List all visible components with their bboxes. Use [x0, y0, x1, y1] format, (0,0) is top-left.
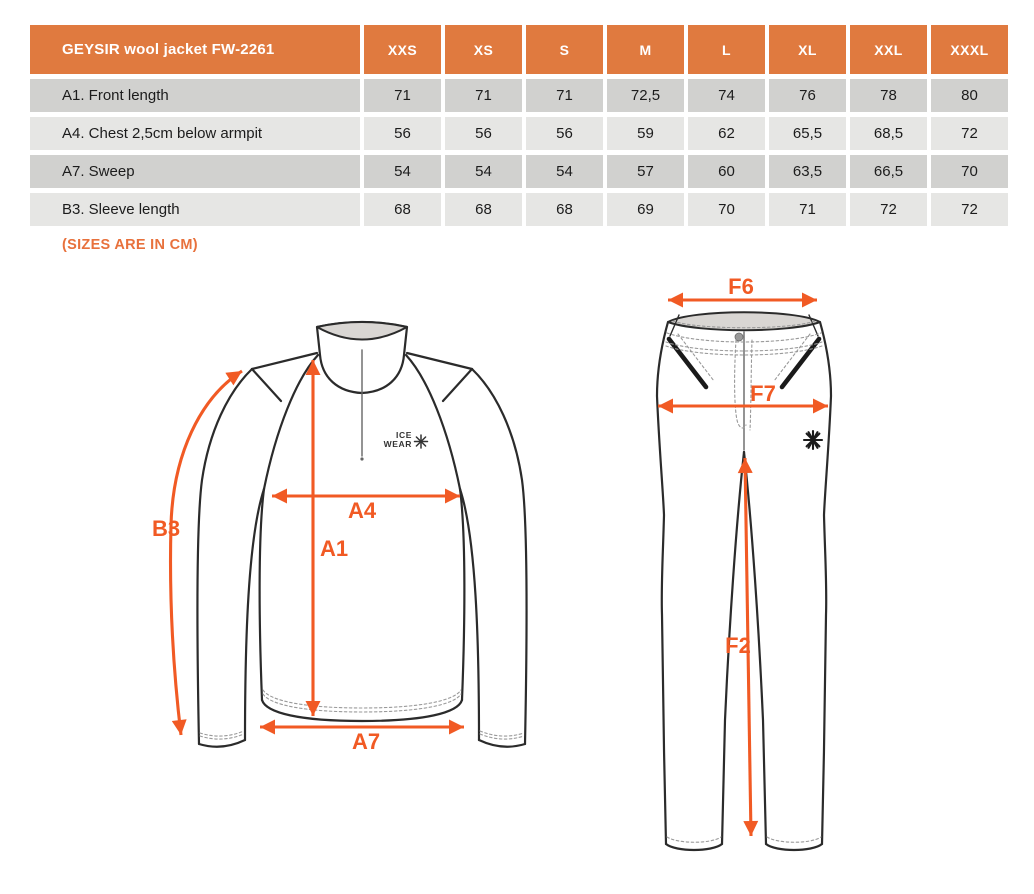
row-label: A1. Front length	[30, 79, 360, 112]
size-header-s: S	[526, 25, 603, 74]
jacket-zipper-pull	[360, 457, 363, 460]
size-header-xxs: XXS	[364, 25, 441, 74]
cell: 70	[931, 155, 1008, 188]
cell: 54	[526, 155, 603, 188]
measurement-diagrams	[0, 260, 1034, 889]
jacket-right-cuff	[479, 740, 525, 747]
cell: 56	[364, 117, 441, 150]
cell: 78	[850, 79, 927, 112]
jacket-left-raglan-seam	[264, 355, 318, 489]
row-label: A4. Chest 2,5cm below armpit	[30, 117, 360, 150]
row-label: A7. Sweep	[30, 155, 360, 188]
jacket-right-side-seam	[460, 489, 464, 700]
size-header-xl: XL	[769, 25, 846, 74]
size-header-m: M	[607, 25, 684, 74]
cell: 74	[688, 79, 765, 112]
b3-sleeve-arrow	[170, 371, 242, 735]
size-header-xxl: XXL	[850, 25, 927, 74]
jacket-right-yoke-seam	[443, 369, 472, 401]
jacket-right-sleeve-outer	[472, 369, 527, 744]
jacket-measurements	[170, 360, 464, 735]
cell: 65,5	[769, 117, 846, 150]
jacket-cuff-stitch	[480, 731, 524, 736]
logo-snowflake-icon	[415, 435, 428, 448]
pants-left-hem-stitch	[667, 837, 721, 842]
pants-measurements	[658, 300, 828, 836]
pants-left-outer	[657, 322, 668, 844]
cell: 71	[769, 193, 846, 226]
jacket-left-side-seam	[260, 489, 264, 700]
cell: 71	[364, 79, 441, 112]
cell: 54	[445, 155, 522, 188]
jacket-cuff-stitch	[480, 734, 524, 739]
jacket-left-cuff	[199, 740, 245, 747]
cell: 62	[688, 117, 765, 150]
jacket-hem-stitch	[263, 690, 461, 708]
jacket-right-raglan-seam	[406, 355, 460, 489]
cell: 68	[364, 193, 441, 226]
pants-right-outer	[820, 322, 831, 844]
size-header-xs: XS	[445, 25, 522, 74]
cell: 72,5	[607, 79, 684, 112]
cell: 54	[364, 155, 441, 188]
table-title: GEYSIR wool jacket FW-2261	[30, 25, 360, 74]
row-label: B3. Sleeve length	[30, 193, 360, 226]
cell: 80	[931, 79, 1008, 112]
pants-left-hem	[666, 844, 722, 850]
cell: 70	[688, 193, 765, 226]
cell: 76	[769, 79, 846, 112]
cell: 56	[445, 117, 522, 150]
a4-label: A4	[347, 498, 377, 523]
cell: 66,5	[850, 155, 927, 188]
cell: 63,5	[769, 155, 846, 188]
cell: 68,5	[850, 117, 927, 150]
a7-label: A7	[351, 729, 381, 754]
pants-drawing	[657, 312, 831, 850]
logo-text-wear: WEAR	[383, 439, 412, 449]
cell: 59	[607, 117, 684, 150]
jacket-left-shoulder-seam	[252, 353, 317, 369]
cell: 68	[526, 193, 603, 226]
jacket-left-yoke-seam	[252, 369, 281, 401]
sizes-unit-note: (SIZES ARE IN CM)	[62, 237, 198, 253]
cell: 57	[607, 155, 684, 188]
cell: 69	[607, 193, 684, 226]
cell: 71	[526, 79, 603, 112]
a1-label: A1	[319, 536, 349, 561]
logo-text-ice: ICE	[396, 430, 412, 440]
cell: 56	[526, 117, 603, 150]
jacket-drawing	[197, 322, 526, 747]
f6-label: F6	[728, 274, 754, 299]
jacket-cuff-stitch	[200, 731, 244, 736]
cell: 71	[445, 79, 522, 112]
size-header-xxxl: XXXL	[931, 25, 1008, 74]
pants-right-hem	[766, 844, 822, 850]
size-table	[30, 25, 1008, 226]
size-header-l: L	[688, 25, 765, 74]
jacket-right-shoulder-seam	[407, 353, 472, 369]
b3-label: B3	[151, 516, 181, 541]
cell: 72	[850, 193, 927, 226]
cell: 72	[931, 117, 1008, 150]
icewear-logo	[384, 430, 428, 449]
cell: 60	[688, 155, 765, 188]
cell: 68	[445, 193, 522, 226]
f7-label: F7	[750, 381, 776, 406]
cell: 72	[931, 193, 1008, 226]
pants-snowflake-icon	[804, 431, 822, 449]
pants-right-hem-stitch	[767, 837, 821, 842]
f2-label: F2	[725, 633, 751, 658]
jacket-left-sleeve-outer	[197, 369, 252, 744]
